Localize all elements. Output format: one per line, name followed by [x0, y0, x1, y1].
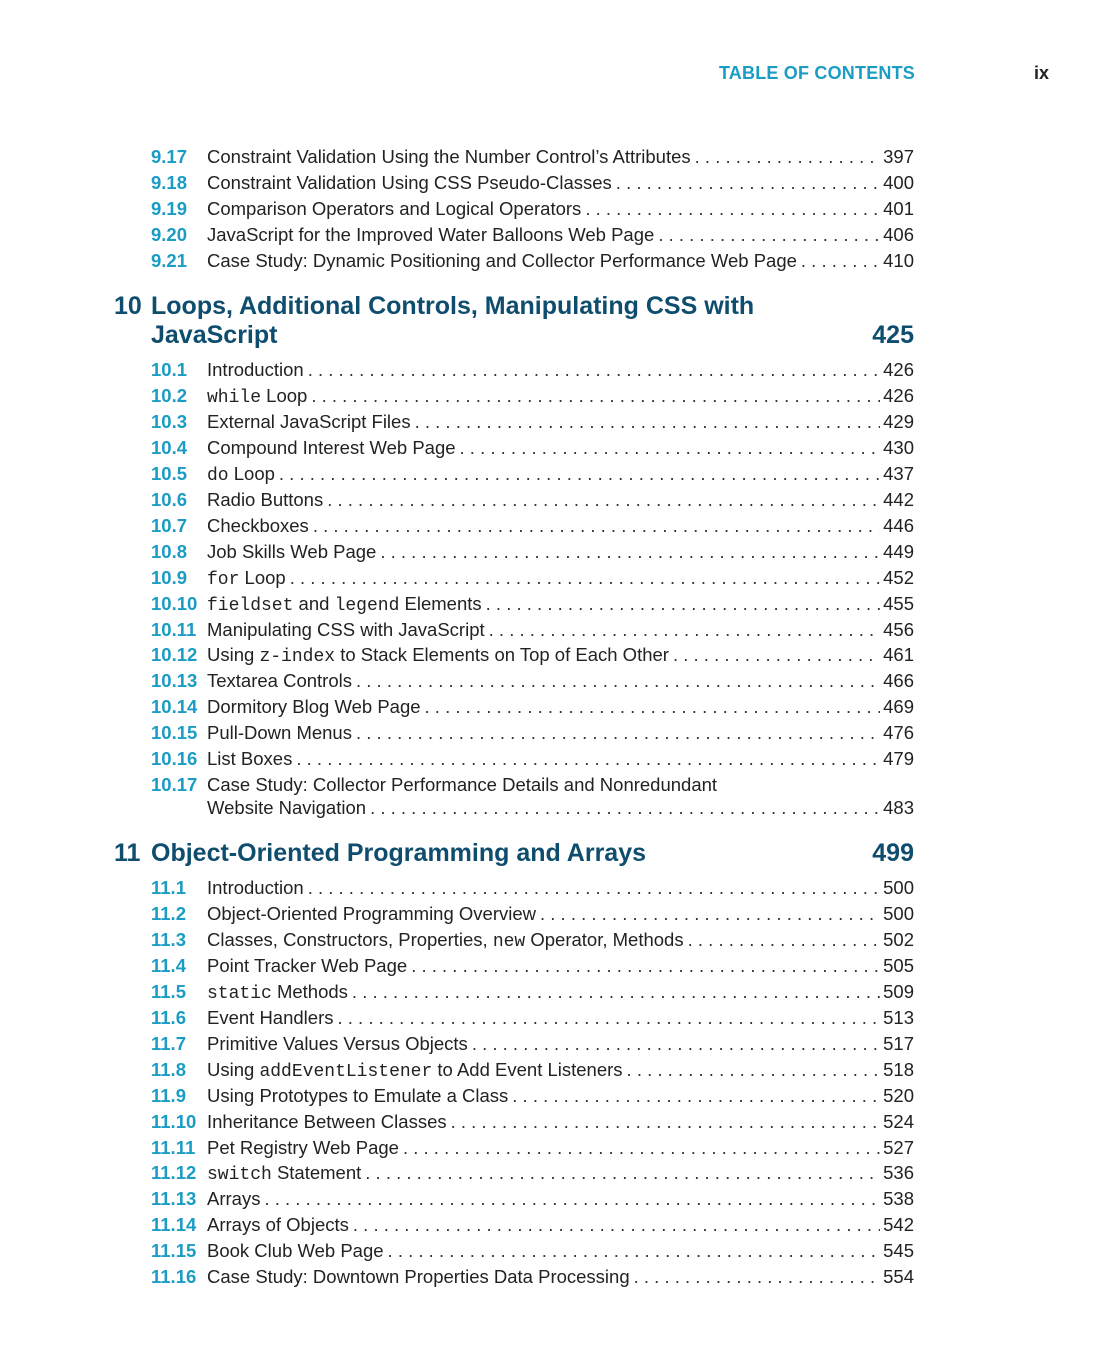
section-title [207, 1239, 384, 1263]
title-text: Operator, Methods [525, 928, 684, 950]
toc-entry [151, 876, 914, 900]
section-number: 10.4 [151, 436, 188, 458]
entry-body [207, 1265, 914, 1289]
code-term: z-index [259, 647, 336, 668]
toc-entry [151, 358, 914, 382]
section-title [207, 223, 654, 247]
section-number: 10.17 [151, 774, 198, 796]
section-title [207, 954, 407, 978]
page-number: 426 [883, 384, 914, 406]
section-title [207, 876, 304, 900]
title-text: Radio Buttons [207, 488, 324, 510]
section-number: 10.8 [151, 540, 188, 562]
entry-body [207, 197, 914, 221]
title-text: Point Tracker Web Page [207, 954, 408, 976]
section-title [207, 566, 286, 592]
code-term: fieldset [207, 595, 294, 616]
toc-entry [151, 592, 914, 616]
title-text: Job Skills Web Page [207, 540, 377, 562]
title-text: Primitive Values Versus Objects [207, 1032, 468, 1054]
page-number: 469 [883, 696, 914, 718]
page-number: 520 [883, 1084, 914, 1106]
section-title [207, 197, 581, 221]
section-number: 11.11 [151, 1136, 196, 1158]
leader-dots [695, 145, 880, 169]
leader-dots [356, 669, 880, 693]
section-title [207, 1084, 508, 1108]
section-number: 10.11 [151, 618, 197, 640]
leader-dots [311, 384, 880, 408]
title-text: Introduction [207, 359, 304, 380]
toc-entry [151, 1265, 914, 1289]
toc-entry [151, 249, 914, 273]
page-number: 502 [883, 928, 914, 950]
leader-dots [634, 1265, 881, 1289]
entry-body [207, 436, 914, 460]
section-title [207, 721, 352, 745]
entry-body [207, 1187, 914, 1211]
title-text: Constraint Validation Using CSS Pseudo-Classes [207, 172, 612, 193]
title-text: Book Club Web Page [207, 1240, 384, 1262]
toc-entry [151, 410, 914, 434]
entry-body [207, 980, 914, 1006]
entry-body [207, 249, 914, 273]
leader-dots [451, 1110, 881, 1134]
toc-entry [151, 773, 914, 821]
leader-dots [296, 747, 880, 771]
leader-dots [627, 1058, 881, 1082]
section-title [207, 436, 456, 460]
leader-dots [460, 436, 881, 460]
entry-body [207, 384, 914, 410]
page-number: 410 [883, 250, 914, 271]
page-number: 437 [883, 462, 914, 484]
code-term: switch [207, 1165, 272, 1186]
entry-body [207, 1006, 914, 1030]
toc-entry [151, 145, 914, 169]
section-number: 10.15 [151, 722, 198, 744]
toc-entry [151, 980, 914, 1004]
section-title [207, 695, 421, 719]
toc-entry [151, 618, 914, 642]
leader-dots [688, 928, 881, 952]
code-term: legend [334, 595, 400, 616]
page-number: 479 [883, 748, 914, 770]
leader-dots [370, 796, 880, 820]
toc-entry [151, 1032, 914, 1056]
leader-dots [290, 566, 880, 590]
page-number: 449 [883, 540, 914, 562]
toc-entry [151, 514, 914, 538]
entry-body [207, 796, 914, 820]
section-number: 11.15 [151, 1240, 197, 1262]
entry-body [207, 902, 914, 926]
page-number: 536 [883, 1162, 914, 1184]
chapter-title-line2: JavaScript [151, 321, 278, 349]
title-text: Loop [228, 462, 275, 484]
leader-dots [403, 1136, 880, 1160]
page-number: 500 [883, 877, 914, 898]
page-number: 542 [883, 1214, 914, 1236]
chapter-page: 425 [872, 321, 914, 349]
page-number: 554 [883, 1266, 914, 1288]
toc-entry [151, 721, 914, 745]
section-title [207, 249, 797, 273]
toc-entry [151, 1136, 914, 1160]
title-text: Classes, Constructors, Properties, [207, 928, 493, 950]
entry-body [207, 358, 914, 382]
page-number: 430 [883, 436, 914, 458]
title-text: Using [207, 1058, 260, 1080]
leader-dots [486, 592, 880, 616]
section-number: 11.10 [151, 1110, 197, 1132]
page-number: 452 [883, 566, 914, 588]
section-title [207, 747, 292, 771]
title-text: to Add Event Listeners [432, 1058, 623, 1080]
section-title [207, 488, 323, 512]
title-text: Introduction [207, 877, 304, 898]
page-number: 524 [883, 1110, 914, 1132]
leader-dots [313, 514, 880, 538]
page-number: 429 [883, 410, 914, 432]
section-number: 11.14 [151, 1214, 197, 1236]
entry-body [207, 747, 914, 771]
entry-body [207, 171, 914, 195]
entry-body [207, 1161, 914, 1187]
leader-dots [512, 1084, 880, 1108]
toc-entry [151, 1006, 914, 1030]
leader-dots [308, 876, 880, 900]
page-number: 426 [883, 359, 914, 380]
section-number: 10.12 [151, 644, 198, 666]
toc-entry [151, 223, 914, 247]
page-number: 505 [883, 954, 914, 976]
page-number: 517 [883, 1032, 914, 1054]
leader-dots [616, 171, 880, 195]
section-number: 9.20 [151, 224, 188, 245]
section-number: 10.10 [151, 592, 198, 614]
chapter-number: 10 [114, 292, 142, 320]
page-number: 406 [883, 224, 914, 245]
toc-entry [151, 1058, 914, 1082]
page-number: 538 [883, 1188, 914, 1210]
toc-entry [151, 1239, 914, 1263]
section-number: 10.5 [151, 462, 188, 484]
entry-body [207, 592, 914, 618]
toc-entry [151, 1161, 914, 1185]
section-title [207, 462, 275, 488]
section-title [207, 643, 669, 669]
section-number: 10.9 [151, 566, 188, 588]
page-number: 509 [883, 980, 914, 1002]
entry-body [207, 488, 914, 512]
title-text: External JavaScript Files [207, 410, 411, 432]
title-text: Compound Interest Web Page [207, 436, 456, 458]
leader-dots [279, 462, 880, 486]
toc-entry [151, 643, 914, 667]
section-title [207, 1058, 623, 1084]
entry-body [207, 1084, 914, 1108]
page-number: 466 [883, 670, 914, 692]
chapter-title-line1: Loops, Additional Controls, Manipulating CSS with [151, 292, 755, 320]
leader-dots [489, 618, 880, 642]
chapter-page: 499 [872, 839, 914, 867]
title-text: Object-Oriented Programming Overview [207, 902, 536, 924]
section-number: 9.18 [151, 172, 188, 193]
title-text: Using [207, 644, 260, 666]
leader-dots [540, 902, 880, 926]
section-number: 9.17 [151, 146, 188, 167]
section-title [207, 1136, 399, 1160]
section-title [207, 1110, 447, 1134]
section-number: 11.3 [151, 928, 186, 950]
page-number: 476 [883, 722, 914, 744]
section-title [207, 928, 684, 954]
running-title: TABLE OF CONTENTS [718, 63, 915, 83]
title-text: Case Study: Downtown Properties Data Processing [207, 1266, 630, 1288]
leader-dots [352, 980, 880, 1004]
section-title [207, 1265, 630, 1289]
toc-entry [151, 540, 914, 564]
leader-dots [365, 1161, 880, 1185]
code-term: for [207, 569, 240, 590]
section-title [207, 669, 352, 693]
section-title [207, 592, 482, 618]
page-number: 518 [883, 1058, 914, 1080]
page-number: 500 [883, 902, 914, 924]
entry-body [207, 695, 914, 719]
section-title [207, 796, 366, 820]
title-text: Case Study: Dynamic Positioning and Collector Performance Web Page [207, 250, 797, 271]
code-term: static [207, 983, 272, 1004]
title-text: Pull-Down Menus [207, 722, 352, 744]
title-text: and [293, 592, 335, 614]
title-text: Website Navigation [207, 797, 367, 819]
entry-body [207, 1032, 914, 1056]
code-term: addEventListener [259, 1061, 433, 1082]
page-number: 455 [883, 592, 914, 614]
page-number: 483 [883, 797, 914, 819]
entry-body [207, 540, 914, 564]
toc-entry [151, 695, 914, 719]
section-number: 10.6 [151, 488, 188, 510]
title-text: Methods [271, 980, 348, 1002]
leader-dots [415, 410, 881, 434]
section-title [207, 902, 536, 926]
page-number: 545 [883, 1240, 914, 1262]
toc-entry [151, 928, 914, 952]
leader-dots [658, 223, 880, 247]
section-title [207, 514, 309, 538]
toc-entry [151, 488, 914, 512]
section-title [207, 1161, 361, 1187]
toc-entry [151, 1187, 914, 1211]
title-text: Constraint Validation Using the Number Control’s Attributes [207, 146, 691, 167]
section-number: 11.9 [151, 1084, 186, 1106]
toc-entry [151, 1084, 914, 1108]
title-text: Manipulating CSS with JavaScript [207, 618, 485, 640]
page-number: 513 [883, 1006, 914, 1028]
section-title [207, 1032, 468, 1056]
section-number: 11.16 [151, 1266, 197, 1288]
title-text: Arrays of Objects [207, 1214, 349, 1236]
entry-body [207, 954, 914, 978]
title-text: Pet Registry Web Page [207, 1136, 399, 1158]
section-title [207, 540, 376, 564]
page-number: 401 [883, 198, 914, 219]
leader-dots [801, 249, 880, 273]
toc-entry [151, 436, 914, 460]
toc-entry [151, 954, 914, 978]
page-number: 461 [883, 644, 914, 666]
section-number: 11.1 [151, 877, 186, 898]
section-title [207, 618, 485, 642]
section-number: 11.13 [151, 1188, 197, 1210]
entry-body [207, 1136, 914, 1160]
running-head [0, 63, 1107, 87]
title-text: Elements [399, 592, 482, 614]
code-term: while [207, 387, 262, 408]
section-number: 9.21 [151, 250, 188, 271]
title-text: JavaScript for the Improved Water Balloons Web Page [207, 224, 655, 245]
entry-body [207, 410, 914, 434]
section-title [207, 358, 304, 382]
entry-body [207, 1058, 914, 1084]
title-text: Using Prototypes to Emulate a Class [207, 1084, 509, 1106]
entry-body [207, 643, 914, 669]
page-number: 527 [883, 1136, 914, 1158]
code-term: new [492, 931, 526, 952]
leader-dots [585, 197, 880, 221]
chapter-11-heading [114, 839, 914, 869]
section-title-line1: Case Study: Collector Performance Details and Nonredundant [207, 774, 718, 796]
chapter-title: Object-Oriented Programming and Arrays [151, 839, 647, 867]
page-number: 442 [883, 488, 914, 510]
toc-entry [151, 1110, 914, 1134]
section-number: 10.13 [151, 670, 198, 692]
toc-entry [151, 171, 914, 195]
leader-dots [353, 1213, 880, 1237]
section-number: 11.7 [151, 1032, 186, 1054]
entry-body [207, 928, 914, 954]
toc-entry [151, 384, 914, 408]
page-number: 446 [883, 514, 914, 536]
leader-dots [356, 721, 880, 745]
section-number: 10.14 [151, 696, 198, 718]
leader-dots [380, 540, 880, 564]
title-text: Loop [239, 566, 286, 588]
leader-dots [327, 488, 880, 512]
chapter-10-heading [114, 292, 914, 352]
section-title [207, 1187, 260, 1211]
section-number: 11.8 [151, 1058, 186, 1080]
section-number: 10.2 [151, 384, 188, 406]
entry-body [207, 1213, 914, 1237]
entry-body [207, 669, 914, 693]
chapter-number: 11 [114, 839, 141, 867]
toc-entry [151, 747, 914, 771]
section-number: 10.1 [151, 359, 188, 380]
leader-dots [425, 695, 881, 719]
section-number: 9.19 [151, 198, 188, 219]
entry-body [207, 514, 914, 538]
toc-entry [151, 197, 914, 221]
title-text: List Boxes [207, 748, 293, 770]
page-number: 400 [883, 172, 914, 193]
section-title [207, 171, 612, 195]
title-text: Dormitory Blog Web Page [207, 696, 421, 718]
leader-dots [388, 1239, 881, 1263]
toc-entry [151, 462, 914, 486]
section-title [207, 1213, 349, 1237]
title-text: Loop [261, 384, 308, 406]
title-text: Checkboxes [207, 514, 309, 536]
section-title [207, 145, 691, 169]
leader-dots [308, 358, 880, 382]
toc-entry [151, 1213, 914, 1237]
leader-dots [673, 643, 880, 667]
entry-body [207, 223, 914, 247]
entry-body [207, 566, 914, 592]
section-number: 11.4 [151, 954, 186, 976]
section-title [207, 384, 307, 410]
section-number: 11.6 [151, 1006, 186, 1028]
leader-dots [472, 1032, 880, 1056]
entry-body [207, 1110, 914, 1134]
page-number: 397 [883, 146, 914, 167]
leader-dots [411, 954, 880, 978]
section-title [207, 1006, 333, 1030]
section-number: 11.12 [151, 1162, 197, 1184]
title-text: Event Handlers [207, 1006, 334, 1028]
entry-body [207, 618, 914, 642]
toc-entry [151, 902, 914, 926]
section-number: 10.7 [151, 514, 188, 536]
page-number: ix [1034, 63, 1050, 83]
section-number: 11.2 [151, 902, 186, 924]
entry-body [207, 1239, 914, 1263]
title-text: Arrays [207, 1188, 261, 1210]
toc-entry [151, 566, 914, 590]
title-text: Comparison Operators and Logical Operators [207, 198, 582, 219]
leader-dots [264, 1187, 880, 1211]
entry-body [207, 876, 914, 900]
entry-body [207, 721, 914, 745]
entry-body [207, 145, 914, 169]
section-number: 10.3 [151, 410, 188, 432]
section-number: 10.16 [151, 748, 198, 770]
title-text: Inheritance Between Classes [207, 1110, 447, 1132]
title-text: to Stack Elements on Top of Each Other [335, 644, 669, 666]
section-title [207, 410, 411, 434]
page-number: 456 [883, 618, 914, 640]
title-text: Statement [271, 1162, 362, 1184]
section-title [207, 980, 348, 1006]
title-text: Textarea Controls [207, 670, 352, 692]
toc-entry [151, 669, 914, 693]
code-term: do [207, 465, 229, 486]
section-number: 11.5 [151, 980, 186, 1002]
leader-dots [337, 1006, 880, 1030]
entry-body [207, 462, 914, 488]
